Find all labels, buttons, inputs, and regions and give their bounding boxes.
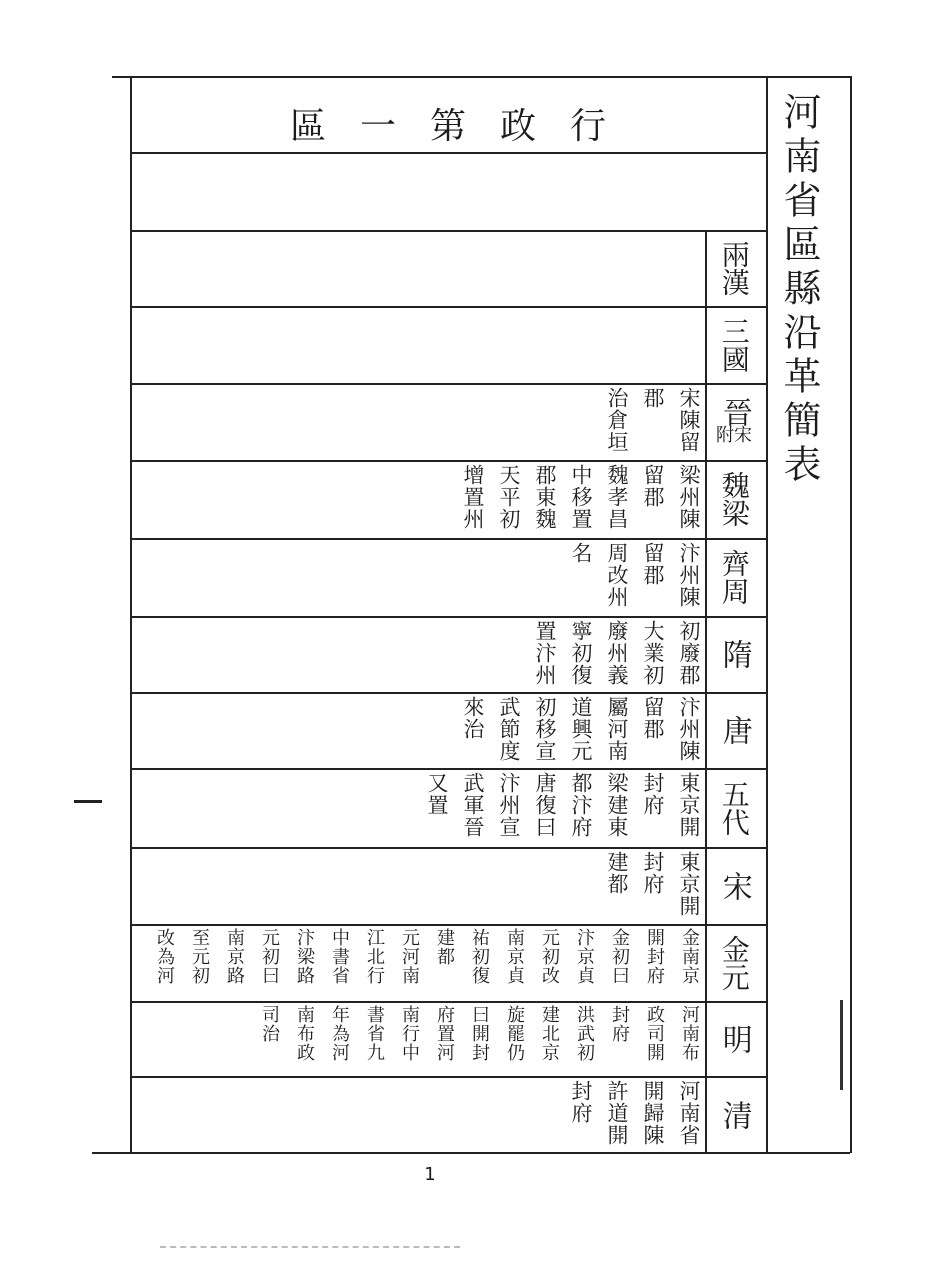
history-text-column: 初移宣 bbox=[533, 696, 557, 762]
history-text-column: 都汴府 bbox=[569, 772, 593, 838]
row-line bbox=[130, 538, 766, 540]
scan-artifact-line bbox=[160, 1246, 460, 1248]
dynasty-name: 三國 bbox=[717, 316, 751, 373]
row-line bbox=[130, 616, 766, 618]
dynasty-name: 金元 bbox=[717, 934, 751, 991]
history-text-column: 政司開 bbox=[644, 1005, 665, 1062]
row-line bbox=[130, 306, 766, 308]
history-cell bbox=[601, 387, 705, 458]
row-line bbox=[130, 152, 766, 154]
history-cell bbox=[565, 1080, 705, 1151]
history-cell bbox=[565, 542, 705, 614]
history-text-column: 元初改 bbox=[539, 928, 560, 985]
dynasty-label bbox=[705, 230, 763, 306]
history-text-column: 封府 bbox=[641, 772, 665, 816]
history-text-column: 唐復曰 bbox=[533, 772, 557, 838]
history-text-column: 南京貞 bbox=[504, 928, 525, 985]
history-text-column: 置汴州 bbox=[533, 620, 557, 686]
history-text-column: 天平初 bbox=[497, 464, 521, 530]
dynasty-name: 明 bbox=[716, 1023, 752, 1054]
dynasty-name: 五代 bbox=[717, 779, 751, 836]
left-border bbox=[130, 76, 132, 1153]
history-text-column: 來治 bbox=[461, 696, 485, 740]
history-text-column: 元河南 bbox=[399, 928, 420, 985]
row-line bbox=[130, 768, 766, 770]
dynasty-label bbox=[705, 1001, 763, 1076]
history-text-column: 名 bbox=[569, 542, 593, 564]
history-text-column: 洪武初 bbox=[574, 1005, 595, 1062]
history-text-column: 南布政 bbox=[294, 1005, 315, 1062]
dynasty-label bbox=[705, 306, 763, 383]
dynasty-label bbox=[705, 538, 763, 616]
history-text-column: 宋陳留 bbox=[677, 387, 701, 453]
history-text-column: 封府 bbox=[609, 1005, 630, 1043]
history-text-column: 東京開 bbox=[677, 851, 701, 917]
history-text-column: 年為河 bbox=[329, 1005, 350, 1062]
history-text-column: 武節度 bbox=[497, 696, 521, 762]
history-text-column: 東京開 bbox=[677, 772, 701, 838]
history-text-column: 留郡 bbox=[641, 464, 665, 508]
history-text-column: 建都 bbox=[605, 851, 629, 895]
history-text-column: 封府 bbox=[641, 851, 665, 895]
history-text-column: 郡東魏 bbox=[533, 464, 557, 530]
history-text-column: 旋罷仍 bbox=[504, 1005, 525, 1062]
history-text-column: 建北京 bbox=[539, 1005, 560, 1062]
history-text-column: 河南布 bbox=[679, 1005, 700, 1062]
history-cell bbox=[149, 928, 705, 999]
history-text-column: 元初曰 bbox=[259, 928, 280, 985]
dynasty-label bbox=[705, 924, 763, 1001]
history-text-column: 留郡 bbox=[641, 696, 665, 740]
history-text-column: 汴京貞 bbox=[574, 928, 595, 985]
history-text-column: 周改州 bbox=[605, 542, 629, 608]
history-text-column: 府置河 bbox=[434, 1005, 455, 1062]
dynasty-name: 魏梁 bbox=[717, 471, 751, 527]
row-line bbox=[130, 230, 766, 232]
history-text-column: 金南京 bbox=[679, 928, 700, 985]
history-text-column: 道興元 bbox=[569, 696, 593, 762]
row-line bbox=[130, 1001, 766, 1003]
row-line bbox=[130, 383, 766, 385]
history-text-column: 武軍晉 bbox=[461, 772, 485, 838]
history-text-column: 汴州宣 bbox=[497, 772, 521, 838]
history-text-column: 書省九 bbox=[364, 1005, 385, 1062]
history-cell bbox=[601, 851, 705, 922]
side-title: 河南省區縣沿革簡表 bbox=[777, 92, 821, 488]
title-column-border bbox=[766, 76, 768, 1153]
row-line bbox=[130, 924, 766, 926]
dynasty-name: 兩漢 bbox=[717, 240, 751, 296]
dynasty-name: 宋 bbox=[716, 870, 752, 901]
history-text-column: 祐初復 bbox=[469, 928, 490, 985]
history-text-column: 改為河 bbox=[154, 928, 175, 985]
history-text-column: 汴州陳 bbox=[677, 542, 701, 608]
history-text-column: 又置 bbox=[425, 772, 449, 816]
dynasty-name: 齊周 bbox=[717, 549, 751, 605]
history-text-column: 汴州陳 bbox=[677, 696, 701, 762]
top-border bbox=[112, 76, 850, 78]
history-text-column: 梁建東 bbox=[605, 772, 629, 838]
history-text-column: 至元初 bbox=[189, 928, 210, 985]
history-text-column: 屬河南 bbox=[605, 696, 629, 762]
right-border bbox=[850, 76, 852, 1153]
history-text-column: 中移置 bbox=[569, 464, 593, 530]
history-text-column: 大業初 bbox=[641, 620, 665, 686]
history-text-column: 中書省 bbox=[329, 928, 350, 985]
dynasty-name: 清 bbox=[716, 1099, 752, 1130]
header-title-text: 行政第一區 bbox=[290, 106, 641, 147]
history-text-column: 南京路 bbox=[224, 928, 245, 985]
dynasty-label bbox=[705, 692, 763, 768]
dynasty-label bbox=[705, 1076, 763, 1153]
history-text-column: 留郡 bbox=[641, 542, 665, 586]
history-text-column: 增置州 bbox=[461, 464, 485, 530]
history-text-column: 郡 bbox=[641, 387, 665, 409]
history-text-column: 汴梁路 bbox=[294, 928, 315, 985]
history-text-column: 寧初復 bbox=[569, 620, 593, 686]
history-cell bbox=[457, 696, 705, 766]
history-cell bbox=[457, 464, 705, 536]
history-cell bbox=[529, 620, 705, 690]
dynasty-label bbox=[705, 768, 763, 847]
history-cell bbox=[254, 1005, 705, 1074]
history-text-column: 魏孝昌 bbox=[605, 464, 629, 530]
dynasty-label bbox=[705, 616, 763, 692]
row-line bbox=[130, 692, 766, 694]
history-text-column: 治倉垣 bbox=[605, 387, 629, 453]
history-text-column: 金初曰 bbox=[609, 928, 630, 985]
dynasty-label bbox=[705, 383, 763, 460]
history-text-column: 河南省 bbox=[677, 1080, 701, 1146]
history-text-column: 梁州陳 bbox=[677, 464, 701, 530]
history-text-column: 初廢郡 bbox=[677, 620, 701, 686]
dynasty-name: 唐 bbox=[716, 715, 752, 745]
history-cell bbox=[421, 772, 705, 845]
history-text-column: 建都 bbox=[434, 928, 455, 966]
row-line bbox=[130, 847, 766, 849]
history-text-column: 開封府 bbox=[644, 928, 665, 985]
margin-mark bbox=[74, 800, 102, 803]
history-text-column: 許道開 bbox=[605, 1080, 629, 1146]
history-text-column: 開歸陳 bbox=[641, 1080, 665, 1146]
history-text-column: 曰開封 bbox=[469, 1005, 490, 1062]
margin-tick bbox=[840, 1000, 843, 1090]
history-text-column: 封府 bbox=[569, 1080, 593, 1124]
header-title bbox=[290, 98, 650, 149]
dynasty-name: 隋 bbox=[716, 639, 752, 669]
dynasty-name: 晉 bbox=[716, 397, 752, 428]
history-text-column: 廢州義 bbox=[605, 620, 629, 686]
row-line bbox=[130, 1076, 766, 1078]
history-text-column: 南行中 bbox=[399, 1005, 420, 1062]
page-number: 1 bbox=[424, 1164, 436, 1185]
row-line bbox=[130, 460, 766, 462]
dynasty-sub-label: 附宋 bbox=[716, 425, 752, 447]
dynasty-label bbox=[705, 460, 763, 538]
history-text-column: 司治 bbox=[259, 1005, 280, 1043]
dynasty-label bbox=[705, 847, 763, 924]
history-text-column: 江北行 bbox=[364, 928, 385, 985]
